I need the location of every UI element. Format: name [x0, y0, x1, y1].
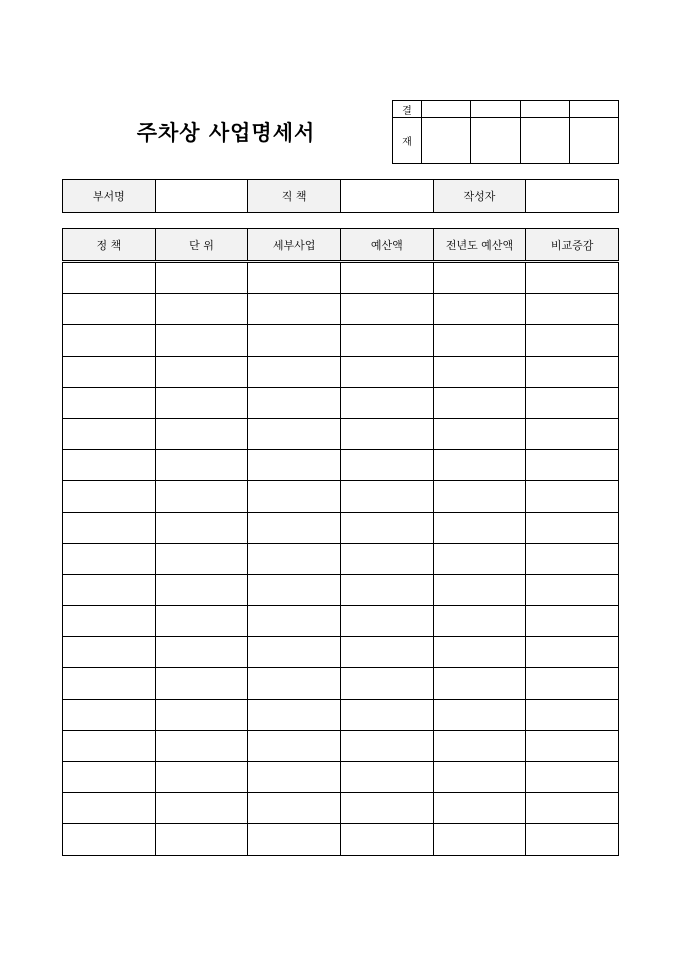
table-cell[interactable]	[155, 418, 248, 449]
table-row	[63, 637, 619, 668]
column-header: 전년도 예산액	[433, 229, 526, 262]
table-cell[interactable]	[248, 512, 341, 543]
approval-header-cell	[520, 101, 569, 118]
table-cell[interactable]	[248, 356, 341, 387]
table-cell[interactable]	[340, 824, 433, 855]
table-cell[interactable]	[248, 294, 341, 325]
table-cell[interactable]	[433, 668, 526, 699]
table-cell[interactable]	[526, 730, 619, 761]
author-label: 작성자	[433, 180, 526, 213]
table-cell[interactable]	[155, 606, 248, 637]
dept-label: 부서명	[63, 180, 156, 213]
table-cell[interactable]	[526, 574, 619, 605]
table-cell[interactable]	[340, 387, 433, 418]
table-cell[interactable]	[526, 450, 619, 481]
table-cell[interactable]	[248, 668, 341, 699]
table-cell[interactable]	[63, 574, 156, 605]
table-row	[63, 574, 619, 605]
table-cell[interactable]	[526, 762, 619, 793]
approval-header-cell	[422, 101, 471, 118]
table-row	[63, 512, 619, 543]
author-field[interactable]	[526, 180, 619, 213]
table-cell[interactable]	[155, 450, 248, 481]
approval-sign-cell[interactable]	[471, 118, 520, 164]
table-cell[interactable]	[433, 387, 526, 418]
table-cell[interactable]	[155, 574, 248, 605]
table-cell[interactable]	[526, 543, 619, 574]
table-cell[interactable]	[433, 356, 526, 387]
table-cell[interactable]	[63, 262, 156, 294]
table-cell[interactable]	[248, 481, 341, 512]
table-row	[63, 418, 619, 449]
table-cell[interactable]	[526, 418, 619, 449]
table-cell[interactable]	[63, 512, 156, 543]
table-cell[interactable]	[63, 325, 156, 356]
table-cell[interactable]	[433, 762, 526, 793]
table-cell[interactable]	[155, 294, 248, 325]
column-header: 예산액	[340, 229, 433, 262]
table-cell[interactable]	[155, 325, 248, 356]
table-cell[interactable]	[155, 824, 248, 855]
table-cell[interactable]	[433, 325, 526, 356]
table-cell[interactable]	[433, 418, 526, 449]
table-cell[interactable]	[340, 668, 433, 699]
table-cell[interactable]	[526, 294, 619, 325]
table-cell[interactable]	[155, 637, 248, 668]
table-cell[interactable]	[526, 512, 619, 543]
table-cell[interactable]	[433, 450, 526, 481]
approval-label-bottom: 재	[393, 118, 422, 164]
table-cell[interactable]	[526, 824, 619, 855]
approval-box	[392, 100, 619, 164]
table-cell[interactable]	[433, 481, 526, 512]
table-cell[interactable]	[248, 730, 341, 761]
table-cell[interactable]	[155, 699, 248, 730]
table-cell[interactable]	[526, 262, 619, 294]
table-cell[interactable]	[248, 793, 341, 824]
table-cell[interactable]	[155, 543, 248, 574]
table-cell[interactable]	[433, 543, 526, 574]
table-row	[63, 762, 619, 793]
table-cell[interactable]	[433, 262, 526, 294]
approval-sign-cell[interactable]	[422, 118, 471, 164]
table-cell[interactable]	[340, 294, 433, 325]
table-cell[interactable]	[433, 574, 526, 605]
table-cell[interactable]	[63, 637, 156, 668]
table-cell[interactable]	[248, 606, 341, 637]
table-cell[interactable]	[248, 325, 341, 356]
column-header: 비교증감	[526, 229, 619, 262]
approval-header-cell	[471, 101, 520, 118]
position-label: 직 책	[248, 180, 341, 213]
table-cell[interactable]	[63, 606, 156, 637]
table-cell[interactable]	[526, 668, 619, 699]
table-cell[interactable]	[63, 543, 156, 574]
table-cell[interactable]	[340, 730, 433, 761]
table-cell[interactable]	[63, 668, 156, 699]
table-cell[interactable]	[63, 762, 156, 793]
table-row	[63, 262, 619, 294]
table-cell[interactable]	[340, 793, 433, 824]
table-cell[interactable]	[526, 387, 619, 418]
table-cell[interactable]	[433, 699, 526, 730]
column-header: 단 위	[155, 229, 248, 262]
table-cell[interactable]	[63, 824, 156, 855]
table-cell[interactable]	[63, 294, 156, 325]
table-cell[interactable]	[340, 356, 433, 387]
table-cell[interactable]	[340, 418, 433, 449]
table-row	[63, 730, 619, 761]
table-cell[interactable]	[340, 606, 433, 637]
column-header: 세부사업	[248, 229, 341, 262]
table-cell[interactable]	[340, 543, 433, 574]
table-cell[interactable]	[340, 450, 433, 481]
table-cell[interactable]	[526, 481, 619, 512]
table-cell[interactable]	[155, 762, 248, 793]
table-cell[interactable]	[526, 793, 619, 824]
table-cell[interactable]	[526, 606, 619, 637]
table-cell[interactable]	[433, 637, 526, 668]
table-cell[interactable]	[155, 730, 248, 761]
table-cell[interactable]	[340, 762, 433, 793]
table-cell[interactable]	[340, 637, 433, 668]
table-cell[interactable]	[248, 543, 341, 574]
table-cell[interactable]	[340, 481, 433, 512]
table-cell[interactable]	[248, 574, 341, 605]
table-cell[interactable]	[155, 387, 248, 418]
table-cell[interactable]	[155, 262, 248, 294]
table-cell[interactable]	[526, 699, 619, 730]
approval-sign-cell[interactable]	[569, 118, 618, 164]
table-cell[interactable]	[63, 418, 156, 449]
table-cell[interactable]	[340, 699, 433, 730]
table-row	[63, 294, 619, 325]
table-row	[63, 824, 619, 855]
info-row	[62, 179, 619, 213]
table-row	[63, 793, 619, 824]
table-cell[interactable]	[248, 699, 341, 730]
table-row	[63, 387, 619, 418]
table-cell[interactable]	[63, 387, 156, 418]
table-row	[63, 668, 619, 699]
table-cell[interactable]	[248, 824, 341, 855]
table-row	[63, 699, 619, 730]
table-cell[interactable]	[155, 512, 248, 543]
table-cell[interactable]	[248, 762, 341, 793]
table-header-row	[63, 229, 619, 262]
table-cell[interactable]	[433, 294, 526, 325]
table-cell[interactable]	[63, 730, 156, 761]
table-cell[interactable]	[526, 325, 619, 356]
table-cell[interactable]	[63, 450, 156, 481]
column-header: 정 책	[63, 229, 156, 262]
table-row	[63, 606, 619, 637]
table-cell[interactable]	[526, 356, 619, 387]
table-row	[63, 356, 619, 387]
dept-field[interactable]	[155, 180, 248, 213]
page-title: 주차상 사업명세서	[136, 121, 316, 145]
table-cell[interactable]	[433, 730, 526, 761]
table-cell[interactable]	[155, 481, 248, 512]
table-cell[interactable]	[433, 606, 526, 637]
table-cell[interactable]	[526, 637, 619, 668]
table-cell[interactable]	[63, 481, 156, 512]
table-cell[interactable]	[340, 262, 433, 294]
table-row	[63, 481, 619, 512]
table-cell[interactable]	[340, 325, 433, 356]
table-cell[interactable]	[63, 793, 156, 824]
table-cell[interactable]	[248, 387, 341, 418]
table-cell[interactable]	[248, 450, 341, 481]
table-cell[interactable]	[63, 699, 156, 730]
table-row	[63, 543, 619, 574]
table-cell[interactable]	[248, 637, 341, 668]
table-row	[63, 450, 619, 481]
approval-label-top: 결	[393, 101, 422, 118]
table-cell[interactable]	[248, 262, 341, 294]
table-cell[interactable]	[340, 574, 433, 605]
table-cell[interactable]	[155, 356, 248, 387]
budget-table	[62, 228, 619, 856]
table-body	[63, 262, 619, 856]
table-cell[interactable]	[433, 793, 526, 824]
approval-header-cell	[569, 101, 618, 118]
table-cell[interactable]	[340, 512, 433, 543]
table-cell[interactable]	[155, 793, 248, 824]
position-field[interactable]	[340, 180, 433, 213]
approval-sign-cell[interactable]	[520, 118, 569, 164]
table-cell[interactable]	[433, 824, 526, 855]
table-cell[interactable]	[248, 418, 341, 449]
table-cell[interactable]	[63, 356, 156, 387]
table-row	[63, 325, 619, 356]
table-cell[interactable]	[155, 668, 248, 699]
table-cell[interactable]	[433, 512, 526, 543]
